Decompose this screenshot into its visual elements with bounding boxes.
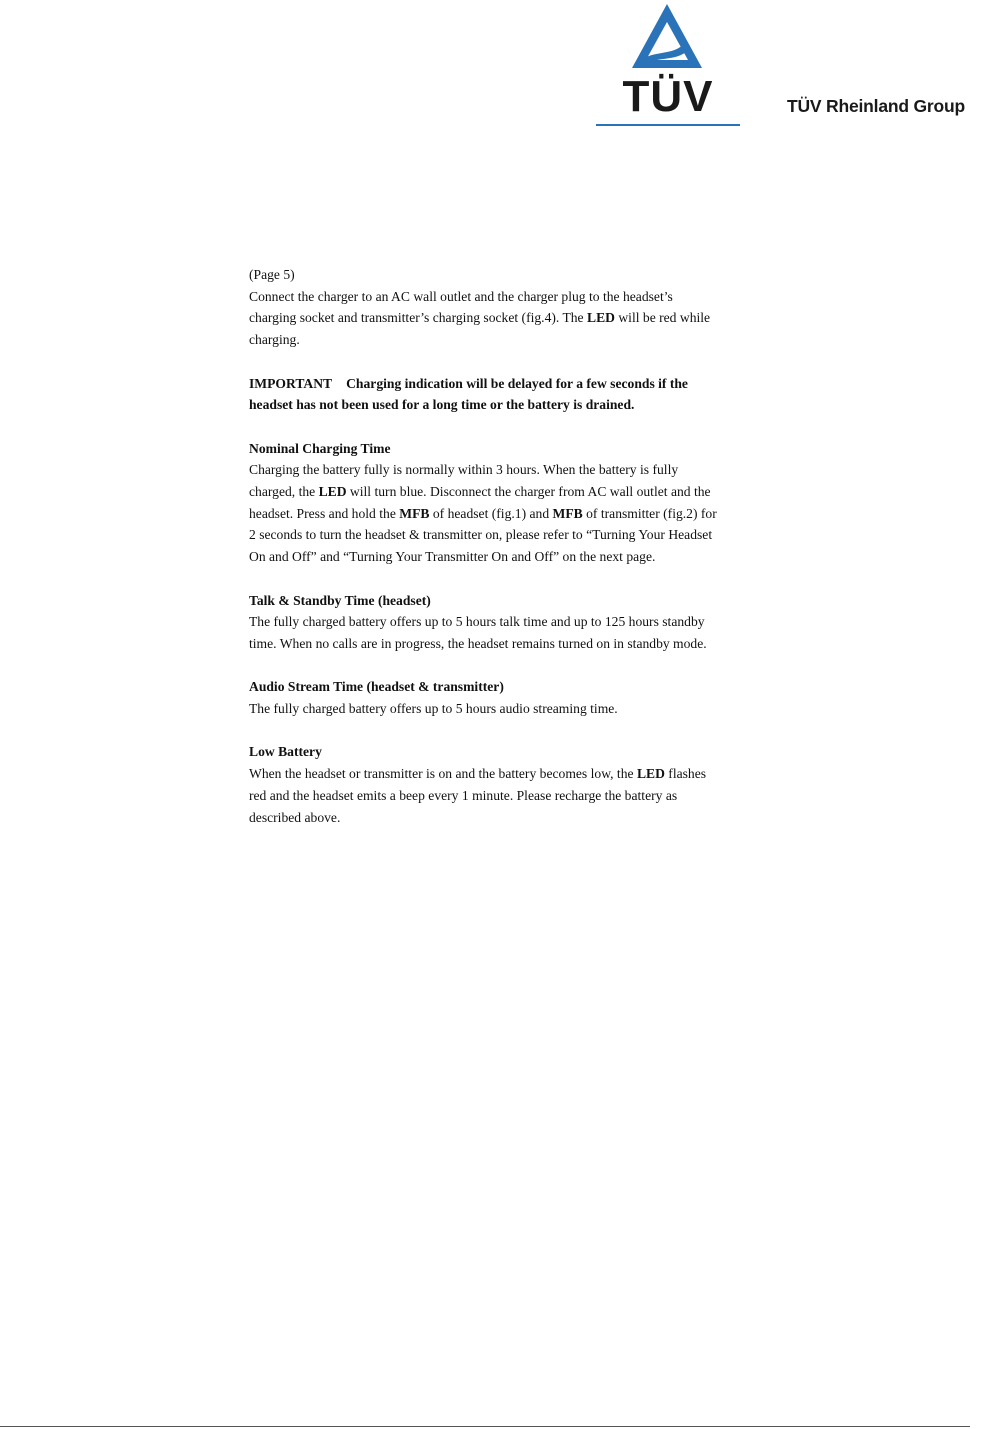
text-run: charged, the	[249, 484, 319, 499]
text-run: will turn blue. Disconnect the charger from AC wall outlet and the	[346, 484, 711, 499]
important-label: IMPORTANT	[249, 375, 333, 391]
intro-line: charging.	[249, 332, 300, 348]
important-notice-line: headset has not been used for a long time or the battery is drained.	[249, 397, 635, 413]
led-term: LED	[587, 310, 615, 326]
paragraph-gap	[249, 655, 754, 677]
section-heading-low-battery: Low Battery	[249, 744, 322, 760]
page-reference: (Page 5)	[249, 267, 295, 282]
paragraph-gap	[249, 568, 754, 590]
mfb-term: MFB	[399, 505, 430, 521]
paragraph-gap	[249, 720, 754, 742]
text-run: charging socket and transmitter’s charging socket (fig.4). The	[249, 310, 587, 326]
paragraph-gap	[249, 351, 754, 373]
triangle-mark-icon	[632, 4, 702, 68]
important-notice-line	[249, 373, 754, 395]
important-text: Charging indication will be delayed for a few seconds if the	[346, 375, 688, 391]
low-battery-line: red and the headset emits a beep every 1 minute. Please recharge the battery as	[249, 787, 678, 803]
paragraph-gap	[249, 416, 754, 438]
mfb-term: MFB	[552, 505, 583, 521]
logo-underline	[596, 124, 740, 126]
charging-time-line: Charging the battery fully is normally within 3 hours. When the battery is fully	[249, 462, 679, 478]
tuv-logo-text: TÜV	[622, 72, 714, 114]
document-body	[249, 264, 754, 828]
intro-line	[249, 307, 754, 329]
text-run: of transmitter (fig.2) for	[582, 505, 717, 521]
footer-rule	[0, 1426, 970, 1427]
group-name: TÜV Rheinland Group	[787, 96, 966, 116]
text-run: will be red while	[614, 310, 711, 326]
charging-time-line	[249, 503, 754, 525]
text-run: When the headset or transmitter is on and the battery becomes low, the	[249, 766, 637, 782]
text-run: flashes	[664, 766, 707, 782]
section-heading-talk-standby: Talk & Standby Time (headset)	[249, 592, 431, 608]
intro-line: Connect the charger to an AC wall outlet and the charger plug to the headset’s	[249, 288, 673, 304]
audio-stream-line: The fully charged battery offers up to 5 hours audio streaming time.	[249, 701, 618, 716]
charging-time-line	[249, 481, 754, 503]
text-run: of headset (fig.1) and	[429, 505, 553, 521]
section-heading-charging-time: Nominal Charging Time	[249, 440, 391, 456]
section-heading-audio-stream: Audio Stream Time (headset & transmitter)	[249, 679, 504, 695]
charging-time-line: On and Off” and “Turning Your Transmitter On and Off” on the next page.	[249, 549, 656, 565]
talk-standby-line: time. When no calls are in progress, the headset remains turned on in standby mode.	[249, 635, 707, 651]
led-term: LED	[636, 766, 665, 782]
charging-time-line: 2 seconds to turn the headset & transmitter on, please refer to “Turning Your Headset	[249, 527, 713, 543]
tuv-logo	[616, 2, 720, 114]
low-battery-line: described above.	[249, 809, 341, 825]
low-battery-line	[249, 763, 754, 785]
led-term: LED	[318, 484, 347, 499]
text-run: headset. Press and hold the	[249, 505, 400, 521]
talk-standby-line: The fully charged battery offers up to 5 hours talk time and up to 125 hours standby	[249, 614, 705, 630]
